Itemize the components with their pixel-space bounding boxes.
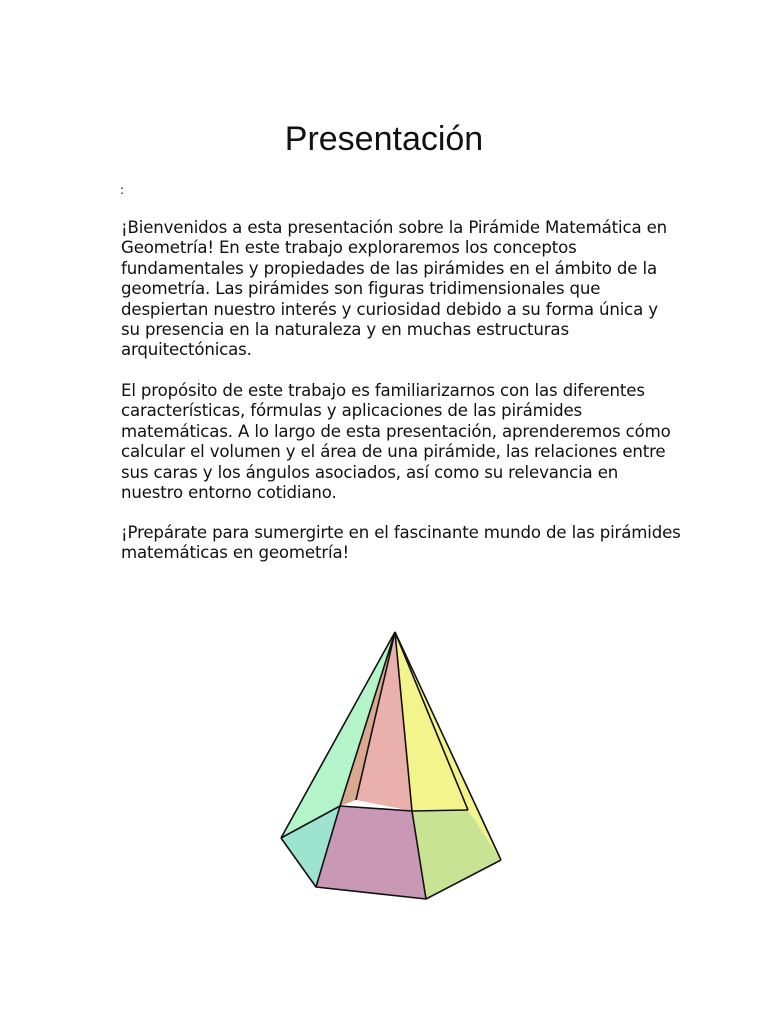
hexagonal-pyramid-figure [270,620,510,910]
intro-paragraph: ¡Bienvenidos a esta presentación sobre la Pirámide Matemática en Geometría! En este trabajo exploraremos los conceptos fundamentales y propiedades de las pirámides en el ámbito de la geometría. Las pirámides son figuras tridimensionales que despiertan nuestro interés y curiosidad debido a su forma única y su presencia en la naturaleza y en muchas estructuras arquitectónicas. [121,218,668,360]
purpose-paragraph: El propósito de este trabajo es familiarizarnos con las diferentes características, fórmulas y aplicaciones de las pirámides matemáticas. A lo largo de esta presentación, aprenderemos cómo calcular el volumen y el área de una pirámide, las relaciones entre sus caras y los ángulos asociados, así como su relevancia en nuestro entorno cotidiano. [121,381,671,503]
pyramid-face-front-right [412,810,501,899]
title-separator: : [120,183,125,197]
closing-paragraph: ¡Prepárate para sumergirte en el fascinante mundo de las pirámides matemáticas en geometría! [121,523,681,563]
hexagonal-pyramid-icon [270,620,510,910]
page-title: Presentación [284,120,484,158]
